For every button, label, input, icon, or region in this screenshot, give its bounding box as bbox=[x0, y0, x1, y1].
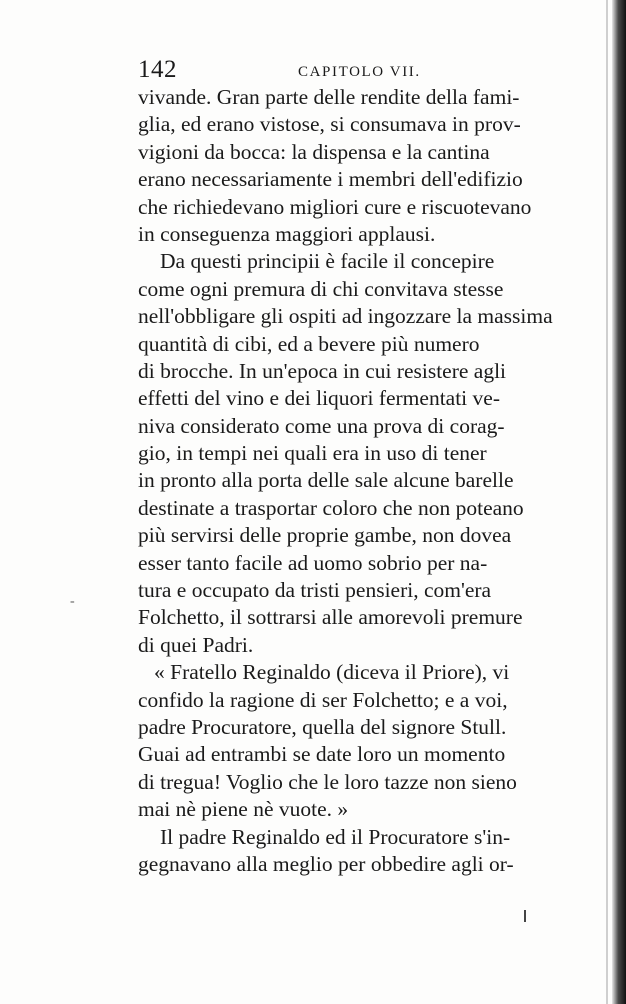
text-line: Da questi principii è facile il concepire bbox=[160, 249, 495, 274]
text-line: più servirsi delle proprie gambe, non dovea bbox=[138, 523, 512, 548]
text-line: padre Procuratore, quella del signore Stull. bbox=[138, 714, 507, 739]
margin-tick-mark bbox=[524, 910, 526, 922]
text-line: destinate a trasportar coloro che non poteano bbox=[138, 495, 524, 520]
text-line: Il padre Reginaldo ed il Procuratore s'in- bbox=[160, 824, 511, 849]
page-header bbox=[138, 56, 568, 86]
text-line: nell'obbligare gli ospiti ad ingozzare la massima bbox=[138, 304, 553, 329]
page-number: 142 bbox=[138, 56, 177, 83]
running-head: CAPITOLO VII. bbox=[298, 64, 421, 80]
text-line: « Fratello Reginaldo (diceva il Priore), vi bbox=[154, 660, 510, 685]
text-line: mai nè piene nè vuote. » bbox=[138, 797, 349, 822]
margin-dash-mark: - bbox=[70, 594, 75, 609]
text-line: Guai ad entrambi se date loro un momento bbox=[138, 742, 506, 767]
text-line: esser tanto facile ad uomo sobrio per na- bbox=[138, 550, 488, 575]
text-line: di tregua! Voglio che le loro tazze non sieno bbox=[138, 769, 517, 794]
text-line: gio, in tempi nei quali era in uso di tener bbox=[138, 441, 487, 466]
text-line: in pronto alla porta delle sale alcune barelle bbox=[138, 468, 514, 493]
page-edge-shadow bbox=[612, 0, 626, 1004]
text-line: glia, ed erano vistose, si consumava in prov- bbox=[138, 112, 521, 137]
text-line: tura e occupato da tristi pensieri, com'era bbox=[138, 578, 492, 603]
text-line: gegnavano alla meglio per obbedire agli or- bbox=[138, 851, 514, 876]
text-line: erano necessariamente i membri dell'edifizio bbox=[138, 167, 523, 192]
text-line: di brocche. In un'epoca in cui resistere agli bbox=[138, 358, 507, 383]
text-line: in conseguenza maggiori applausi. bbox=[138, 221, 436, 246]
text-line: vigioni da bocca: la dispensa e la cantina bbox=[138, 139, 490, 164]
text-line: niva considerato come una prova di corag- bbox=[138, 413, 505, 438]
text-line: Folchetto, il sottrarsi alle amorevoli premure bbox=[138, 605, 523, 630]
text-line: quantità di cibi, ed a bevere più numero bbox=[138, 331, 480, 356]
text-line: confido la ragione di ser Folchetto; e a voi, bbox=[138, 687, 508, 712]
text-line: effetti del vino e dei liquori fermentati ve- bbox=[138, 386, 500, 411]
text-line: di quei Padri. bbox=[138, 632, 254, 657]
text-line: vivande. Gran parte delle rendite della fami- bbox=[138, 85, 520, 109]
page-edge-line bbox=[606, 0, 608, 1004]
text-line: come ogni premura di chi convitava stesse bbox=[138, 276, 504, 301]
body-text bbox=[138, 84, 568, 878]
text-line: che richiedevano migliori cure e riscuotevano bbox=[138, 194, 532, 219]
